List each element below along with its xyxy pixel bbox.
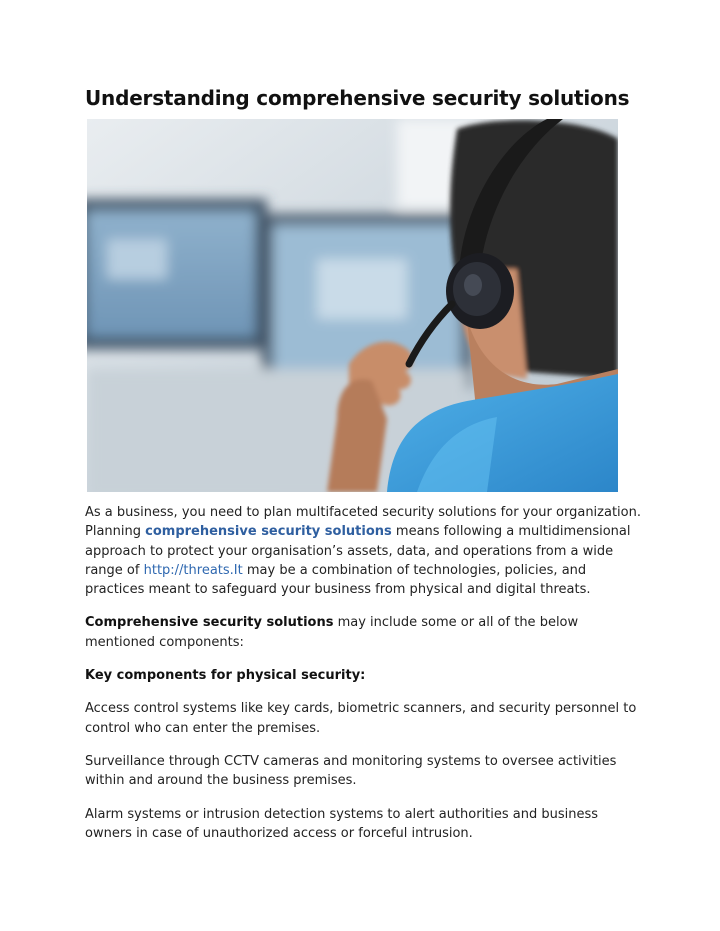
- intro-text-1: As a business, you need to plan multifaceted security solutions for your organization. Planning: [85, 505, 641, 540]
- access-control-paragraph: Access control systems like key cards, biometric scanners, and security personnel to control who can enter the premises.: [85, 701, 637, 736]
- physical-security-heading: Key components for physical security:: [85, 668, 366, 684]
- components-bold: Comprehensive security solutions: [85, 615, 334, 631]
- security-operator-photo: [87, 119, 618, 492]
- article-body: [85, 503, 645, 857]
- components-text: may include some or all of the below mentioned components:: [85, 615, 579, 650]
- alarm-paragraph: Alarm systems or intrusion detection systems to alert authorities and business owners in case of unauthorized access or forceful intrusion.: [85, 806, 599, 841]
- hero-image: [87, 119, 618, 492]
- intro-text-2: means following a multidimensional approach to protect your organisation’s assets, data, and operations from a wide range of: [85, 524, 631, 578]
- surveillance-paragraph: Surveillance through CCTV cameras and monitoring systems to oversee activities within and around the business premises.: [85, 753, 617, 789]
- components-paragraph: [85, 613, 645, 652]
- threats-url-link[interactable]: http://threats.It: [143, 562, 243, 578]
- comprehensive-security-link[interactable]: comprehensive security solutions: [145, 524, 392, 540]
- page-title: Understanding comprehensive security solutions: [85, 86, 630, 110]
- intro-paragraph: [85, 503, 645, 599]
- intro-text-3: may be a combination of technologies, policies, and practices meant to safeguard your business from physical and digital threats.: [85, 562, 591, 598]
